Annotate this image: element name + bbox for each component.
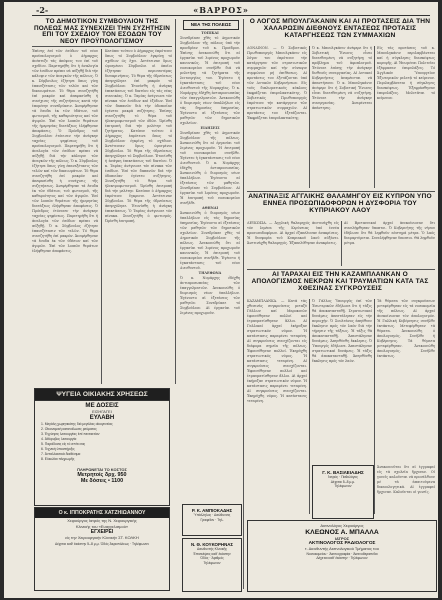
- small-ad-title: Ρ. Κ. ΑΜΠΙΟΚΑΔΗΣ: [191, 508, 233, 513]
- text-column: Κατόπιν τούτου ὁ Δήμαρχος ἐπρότεινε ὅπως τό Συμβούλιον ἐγκρίνῃ τό σχέδιον ὡς ἔχει. Ἀντέτειναν ὅμως ὡρισμένοι Σύμβουλοι οἱ ὁποῖοι ἐζήτησαν περισσοτέρας διευκρινήσεις. Τό θέμα τῆς ὑδρεύσεως ἀπησχόλησε ἐπί μακρόν τό Συμβούλιον. Ἐτονίσθη ἡ ἀνάγκη ἐπεκτάσεως τοῦ δικτύου εἰς τάς νέας συνοικίας. Ὁ κ. Ταμίας ἀνέγνωσε τόν πίνακα τῶν ἐσόδων καί ἐξόδων. Ἐπί τῶν δαπανῶν διά τήν ὁδοποιΐαν ἐγένετο μακρά συζήτησις. Ἐπίσης συνεζητήθη τό θέμα τοῦ ἠλεκτροφωτισμοῦ τῶν ὁδῶν. Ὡρίσθη ἐπιτροπή διά τήν μελέτην τοῦ ζητήματος. Κατόπιν τούτου ὁ Δήμαρχος ἐπρότεινε ὅπως τό Συμβούλιον ἐγκρίνῃ τό σχέδιον. Ἀντέτειναν ὅμως ὡρισμένοι Σύμβουλοι. Τό θέμα τῆς ὑδρεύσεως ἀπησχόλησε τό Συμβούλιον. Ἐτονίσθη ἡ ἀνάγκη ἐπεκτάσεως τοῦ δικτύου. Ὁ κ. Ταμίας ἀνέγνωσε τόν πίνακα τῶν ἐσόδων. Ἐπί τῶν δαπανῶν διά τήν ὁδοποιΐαν ἐγένετο συζήτησις. Συνεζητήθη τό θέμα τοῦ ἠλεκτροφωτισμοῦ. Ὡρίσθη ἐπιτροπή διά τήν μελέτην. Κατόπιν ὁ Δήμαρχος ἐπρότεινε ἔγκρισιν. Ἀντέτειναν Σύμβουλοι. Τό θέμα τῆς ὑδρεύσεως ἀπησχόλησε. Ἐτονίσθη ἡ ἀνάγκη ἐπεκτάσεως. Ὁ Ταμίας ἀνέγνωσε τόν πίνακα. Συνεζητήθη ὁ φωτισμός. Ὡρίσθη ἐπιτροπή.: [105, 49, 172, 223]
- left-headline: ΤΟ ΔΗΜΟΤΙΚΟΝ ΣΥΜΒΟΥΛΙΟΝ ΤΗΣ ΠΟΛΕΩΣ ΜΑΣ ΣΥΝΕΧΙΖΕΙ ΤΗΝ ΣΥΖΗΤΗΣΙΝ ΕΠΙ ΤΟΥ ΣΧΕΔΙΟΥ ΤΟΝ ΕΣΟΔΩΝ ΤΟΥ ΝΕΟΥ ΠΡΟΫΠΟΛΟΓΙΣΜΟΥ: [33, 18, 171, 46]
- text-column: Ἀνακοινοῦται ὅτι αἱ ἐγγραφαί εἰς τά σχολεῖα ἤρχισαν. Οἱ γονεῖς καλοῦνται νά προσέλθουν μέ τά ἀπαιτούμενα δικαιολογητικά. Αἱ ἐγγραφαί ἤρχισαν. Καλοῦνται οἱ γονεῖς.: [377, 465, 435, 494]
- column-rule: [374, 299, 375, 514]
- radiologist-ad-line: τ. Διευθυντής Ακτινολογικού Τμήματος του: [305, 546, 379, 551]
- small-ad: [182, 538, 242, 592]
- divider: [32, 46, 172, 47]
- text-column: ΤΟΠΙΚΑΙ Συνεδρίασε χθές τό Δημοτικόν Συμβούλιον τῆς πόλεως ὑπό τήν προεδρίαν τοῦ κ. Προέδρου. Ἐπίσης ἀνεκοινώθη ὅτι αἱ ἐργασίαι τοῦ λιμένος προχωροῦν κανονικῶς. Ἡ ἐπιτροπή τοῦ νοσοκομείου συνῆλθε διά νά μελετήσῃ τά ζητήματα τῆς λειτουργίας του. Ἐγένετο ἡ ἐγκατάστασις τοῦ νέου Διευθυντοῦ τῆς Νομαρχίας. Ὁ κ. Νομάρχης ἐδέχθη ἀντιπροσωπείας τῶν ἐπαγγελματιῶν. Ἀνεκοινώθη ὁ διορισμός νέων ὑπαλλήλων εἰς τάς δημοσίας ὑπηρεσίας. Ἐγένοντο αἱ ἐξετάσεις τῶν μαθητῶν τῶν δημοτικῶν σχολείων. ΕΙΔΗΣΕΙΣ Συνεδρίασε χθές τό Δημοτικόν Συμβούλιον τῆς πόλεως. Ἀνεκοινώθη ὅτι αἱ ἐργασίαι τοῦ λιμένος προχωροῦν. Ἡ ἐπιτροπή τοῦ νοσοκομείου συνῆλθε. Ἐγένετο ἡ ἐγκατάστασις τοῦ νέου Διευθυντοῦ. Ὁ κ. Νομάρχης ἐδέχθη ἀντιπροσωπείας. Ἀνεκοινώθη ὁ διορισμός νέων ὑπαλλήλων. Ἐγένοντο αἱ ἐξετάσεις τῶν μαθητῶν. Συνεδρίασε τό Συμβούλιον. Αἱ ἐργασίαι τοῦ λιμένος προχωροῦν. Ἡ ἐπιτροπή τοῦ νοσοκομείου συνῆλθε. ΑΘΗΝΑΙ Ἀνεκοινώθη ὁ διορισμός νέων ὑπαλλήλων εἰς τάς δημοσίας ὑπηρεσίας. Ἐγένοντο αἱ ἐξετάσεις τῶν μαθητῶν τῶν δημοτικῶν σχολείων. Συνεδρίασε χθές τό Δημοτικόν Συμβούλιον τῆς πόλεως. Ἀνεκοινώθη ὅτι αἱ ἐργασίαι τοῦ λιμένος προχωροῦν κανονικῶς. Ἡ ἐπιτροπή τοῦ νοσοκομείου συνῆλθε. Ἐγένετο ἡ ἐγκατάστασις τοῦ νέου Διευθυντοῦ. ΤΗΛΕΦΩΝΑ Ὁ κ. Νομάρχης ἐδέχθη ἀντιπροσωπείας τῶν ἐπαγγελματιῶν. Ἀνεκοινώθη ὁ διορισμός νέων ὑπαλλήλων. Ἐγένοντο αἱ ἐξετάσεις τῶν μαθητῶν. Συνεδρίασε τό Συμβούλιον. Αἱ ἐργασίαι τοῦ λιμένος προχωροῦν.: [180, 31, 240, 315]
- masthead: «ΒΑΡΡΟΣ»: [193, 5, 249, 15]
- radiologist-ad-title: ΚΛΕΩΝΟΣ Α. ΜΠΑΛΛΑ: [305, 528, 379, 536]
- radiologist-ad-sub: ΙΑΤΡΟΣ: [334, 535, 350, 541]
- right-mid-headline: ΑΝΑΤΙΝΑΞΙΣ ΑΓΓΛΙΚΗΣ ΘΑΛΑΜΗΓΟΥ ΕΙΣ ΚΥΠΡΟΝ ΥΠΟ ΕΝΝΕΑ ΠΡΟΣΩΠΙΔΟΦΟΡΩΝ Η ΔΥΣΦΟΡΙΑ ΤΟΥ ΚΥΠΡΙΑΚΟΥ ΛΑΟΥ: [248, 193, 432, 214]
- fridge-ad-line: ΕΙΣΗΓΑΓΕΙ: [92, 409, 112, 414]
- column-rule: [175, 19, 176, 384]
- section-label: ΑΘΗΝΑΙ: [201, 206, 219, 210]
- right-low-headline: ΑΙ ΤΑΡΑΧΑΙ ΕΙΣ ΤΗΝ ΚΑΖΑΜΠΛΑΝΚΑΝ Ο ΑΠΟΛΟΓΙΣΜΟΣ ΝΕΚΡΩΝ ΚΑΙ ΤΡΑΥΜΑΤΙΩΝ ΚΑΤΑ ΤΑΣ ΧΘΕΣΙΝΑΣ ΣΥΓΚΡΟΥΣΕΙΣ: [251, 271, 429, 292]
- doctor-ad-line: Χειρούργος Ιατρός της Ν. Χειρουργικής: [67, 518, 137, 523]
- header-rule: [32, 15, 430, 16]
- radiologist-ad-line: ΑΚΤΙΝΟΛΟΓΟΣ ΡΑΔΙΟΛΟΓΟΣ: [308, 541, 376, 546]
- divider: [247, 269, 435, 270]
- text-column: Ὁ κ. Μπουλγκάνιν ἀνέφερε ὅτι ἡ Σοβιετική Ἕνωσις εἶναι διατεθειμένη νά συζητήσῃ τό πρόβλημα τοῦ ἀφοπλισμοῦ. Ἐτόνισε ἐπίσης τήν ἀνάγκην διεθνοῦς συνεργασίας. Αἱ Δυτικαί Κυβερνήσεις ἀναμένεται νά ἀπαντήσουν. Ὁ κ. Μπουλγκάνιν ἀνέφερε ὅτι ἡ Σοβιετική Ἕνωσις εἶναι διατεθειμένη νά συζητήσῃ. Ἐτόνισε τήν ἀνάγκην συνεργασίας. Ἀναμένεται ἀπάντησις.: [312, 46, 372, 110]
- vasileiadis-ad-title: Γ. Κ. ΒΑΣΙΛΕΙΑΔΗΣ: [322, 470, 364, 475]
- text-column: ΚΑΖΑΜΠΛΑΝΚΑ. — Κατά τάς χθεσινάς συγκρούσεις μεταξύ Γάλλων καί Μαροκινῶν ἐφονεύθησαν πολλοί καί ἐτραυματίσθησαν ἄλλοι. Αἱ Γαλλικαί ἀρχαί ἐκήρυξαν στρατιωτικόν νόμον. Ἡ κατάστασις παραμένει τεταμένη. Αἱ συγκρούσεις συνεχίζονται εἰς διάφορα σημεῖα τῆς πόλεως. Ἐφονεύθησαν πολλοί. Ἐκηρύχθη στρατιωτικός νόμος. Ἡ κατάστασις τεταμένη. Αἱ συγκρούσεις συνεχίζονται. Ἐφονεύθησαν πολλοί καί ἐτραυματίσθησαν ἄλλοι. Αἱ ἀρχαί ἐκήρυξαν στρατιωτικόν νόμον. Ἡ κατάστασις παραμένει τεταμένη. Αἱ συγκρούσεις συνεχίζονται. Ἐκηρύχθη νόμος. Ἡ κατάστασις τεταμένη.: [247, 299, 307, 403]
- vasileiadis-ad: [312, 465, 374, 519]
- fridge-ad-brand: ΕΥΛΑΒΗ: [89, 414, 115, 421]
- doctor-ad-title: Ο κ. ΙΠΠΟΚΡΑΤΗΣ ΧΑΤΖΗΙΩΑΝΝΟΥ: [35, 508, 169, 518]
- fridge-price-cash: Μετρητοίς δρχ. 950: [77, 472, 127, 478]
- right-top-headline: Ο ΛΟΓΟΣ ΜΠΟΥΛΓΑΚΑΝΙΝ ΚΑΙ ΑΙ ΠΡΟΤΑΣΕΙΣ ΔΙΑ ΤΗΝ ΧΑΛΑΡΩΣΙΝ ΔΙΕΘΝΟΥΣ ΕΝΤΑΣΕΩΣ ΠΡΟΤΑΣΙΣ ΚΑΤΑΡΓΗΣΕΩΣ ΤΩΝ ΣΥΜΜΑΧΙΩΝ: [249, 18, 431, 39]
- small-ad-text: Ὑπάλληλος · Διεύθυνσις Γραφεῖον · Τηλ.: [193, 513, 231, 522]
- newspaper-page: [4, 2, 438, 598]
- small-ad-text: Διευθυντής Κλινικῆς Ἐπισκέψεις καθ' ἑκάστην Ὁδός · Ἀριθμός Τηλέφωνον: [193, 547, 231, 565]
- column-rule: [341, 221, 342, 266]
- fridge-ad-subtitle: ΜΕ ΔΟΣΕΙΣ: [85, 402, 119, 409]
- fridge-ad-list: 1. Μεγάλη χωρητικότης διά μεγάλας οἰκογενείας 2. Οἰκονομική κατανάλωσις ρεύματος 3. Ἐγγύησις λειτουργίας ἐπί πενταετίαν 4. Ἀθόρυβος λειτουργία 5. Παράδοσις εἰς τό σπίτι σας 6. Τεχνική ὑποστήριξις 7. Ἀνταλλακτικά διαθέσιμα 8. Εὐκολίαι πληρωμῆς: [41, 421, 113, 461]
- text-column: Ὁ Γάλλος Ὑπουργός ἐπί τῶν Ἐσωτερικῶν ἐδήλωσε ὅτι ἡ τάξις θά ἀποκατασταθῇ. Στρατιωτικαί δυνάμεις ἀπεστάλησαν εἰς τήν περιοχήν. Ὁ Σουλτάνος ἀπηύθυνε ἔκκλησιν πρός τόν λαόν διά τήν τήρησιν τῆς τάξεως. Ἡ τάξις θά ἀποκατασταθῇ. Ἀπεστάλησαν δυνάμεις. Ἀπηυθύνθη ἔκκλησις. Ὁ Ὑπουργός ἐδήλωσε. Ἀπεστάλησαν στρατιωτικαί δυνάμεις. Ἡ τάξις θά ἀποκατασταθῇ. Ἀπηυθύνθη ἔκκλησις πρός τόν λαόν.: [312, 299, 372, 363]
- doctor-ad-line: Κλινικής του «Ευαγγελισμού»: [75, 523, 129, 529]
- column-rule: [309, 299, 310, 514]
- column-rule: [243, 19, 244, 589]
- doctor-ad-line: είς την Χειρουργικήν Κλινικήν ΣΤ. ΚΟΛΚΗ: [65, 535, 139, 540]
- fridge-ad-footer: ΠΛΗΡΩΝΕΤΑΙ ΤΟ ΚΟΣΤΟΣ: [77, 466, 127, 472]
- fridge-ad: [34, 388, 170, 506]
- fridge-price-installments: Με δόσεις • 1100: [80, 478, 124, 484]
- text-column: Εἰς τάς προτάσεις τοῦ κ. Μπουλγκάνιν περιλαμβάνεται καί ἡ σύγκλησις διασκέψεως κορυφῆς. Αἱ Ἡνωμέναι Πολιτεῖαι ἐξέφρασαν ἐπιφυλάξεις. Τό Ἀγγλικόν Ὑπουργεῖον Ἐξωτερικῶν μελετᾷ τό κείμενον. Περιλαμβάνεται ἡ σύγκλησις διασκέψεως. Ἐξεφράσθησαν ἐπιφυλάξεις. Μελετᾶται τό κείμενον.: [377, 46, 435, 100]
- column-rule: [374, 46, 375, 188]
- text-column: ΛΕΥΚΩΣΙΑ. — Ἀγγλική θαλαμηγός ἀνετινάχθη εἰς τόν λιμένα τῆς Κερύνειας ὑπό ἐννέα προσωπιδοφόρων. Αἱ ἀρχαί ἐξαπέλυσαν ἀνακρίσεις. Ἡ δυσφορία τοῦ Κυπριακοῦ λαοῦ αὐξάνει. Ἀνετινάχθη θαλαμηγός. Ἐξαπελύθησαν ἀνακρίσεις.: [247, 221, 339, 245]
- small-ad: [182, 504, 242, 536]
- vasileiadis-ad-text: Ἰατρός · Παθολόγος Δέχεται 5–8 μ.μ. Τηλέφωνον: [328, 475, 358, 489]
- column-rule: [309, 46, 310, 188]
- column-rule: [101, 49, 102, 384]
- radiologist-ad-pre: Ακτινολόγος Χειρούργος: [320, 523, 364, 528]
- text-column: ΛΟΝΔΙΝΟΝ. — Ὁ Σοβιετικός Πρωθυπουργός Μπουλγκάνιν εἰς λόγον του ἐπρότεινε τήν κατάργησιν τῶν στρατιωτικῶν συμμαχιῶν καί τήν σύναψιν συμφώνου μή ἐπιθέσεως. Αἱ προτάσεις του ἐξετάζονται ὑπό τῶν Δυτικῶν Κυβερνήσεων. Εἰς τούς διπλωματικούς κύκλους ἐκφράζεται ἐπιφυλακτικότης. Ὁ Σοβιετικός Πρωθυπουργός ἐπρότεινε τήν κατάργησιν τῶν στρατιωτικῶν συμμαχιῶν. Αἱ προτάσεις του ἐξετάζονται. Ἐκφράζεται ἐπιφυλακτικότης.: [247, 46, 307, 120]
- section-label: ΕΙΔΗΣΕΙΣ: [200, 126, 220, 130]
- page-number: -2-: [36, 5, 49, 15]
- small-ad-title: Ν. Θ. ΚΟΥΚΟΡΗΝΑΣ: [190, 542, 234, 547]
- page-header: [4, 2, 438, 16]
- doctor-ad: [34, 507, 170, 591]
- city-news-box-title: ΝΕΑ ΤΗΣ ΠΟΛΕΩΣ: [183, 20, 239, 30]
- text-column: Τά θύματα τῶν συγκρούσεων μετεφέρθησαν εἰς τά νοσοκομεῖα τῆς πόλεως. Αἱ ἀρχαί ἀνεκοίνωσαν τόν ἀπολογισμόν. Ἡ Γαλλική Κυβέρνησις συνῆλθε ἐκτάκτως. Μετεφέρθησαν τά θύματα. Ἀνεκοινώθη ὁ ἀπολογισμός. Συνῆλθε ἡ Κυβέρνησις. Τά θύματα μετεφέρθησαν. Ἀνεκοινώθη ἀπολογισμός. Συνῆλθε ἐκτάκτως.: [377, 299, 435, 358]
- doctor-ad-line: ΕΓΧΕΙΡΕΙ: [90, 529, 114, 535]
- section-label: ΤΗΛΕΦΩΝΑ: [198, 271, 222, 275]
- text-column: Αἱ Βρεταννικαί ἀρχαί ἀνεκοίνωσαν ὅτι συνελήφθησαν ὕποπτοι. Ὁ Κυβερνήτης τῆς νήσου ἐδήλωσε ὅτι θά ληφθοῦν αὐστηρά μέτρα. Ὁ λαός διαμαρτύρεται. Συνελήφθησαν ὕποπτοι. Θά ληφθοῦν μέτρα.: [344, 221, 435, 245]
- divider: [247, 191, 435, 192]
- radiologist-ad: [247, 520, 437, 592]
- section-label: ΤΟΠΙΚΑΙ: [201, 31, 219, 35]
- fridge-ad-title: ΨΥΓΕΙΑ ΟΙΚΙΑΚΗΣ ΧΡΗΣΕΩΣ: [35, 389, 169, 401]
- radiologist-ad-text: Νοσοκομείου · Ἀκτινογραφίαι · Ἀκτινοθεραπεῖαι Δέχεται καθ' ἑκάστην · Τηλέφωνον: [306, 551, 378, 561]
- text-column: Ἐπίσης ἐπί τῶν ἐσόδων τοῦ νέου προϋπολογισμοῦ ὁ Δήμαρχος ἀνέπτυξε τάς ἀπόψεις του ἐπί τοῦ σχεδίου. Παρετηρήθη ὅτι ἡ ἀναλογία τῶν ἐσόδων πρέπει νά αὐξηθῇ διά τήν κάλυψιν τῶν ἀναγκῶν τῆς πόλεως. Ὁ κ. Σύμβουλος ἐζήτησε ὅπως γίνῃ ἐπανεξέτασις τῶν τελῶν καί τῶν δικαιωμάτων. Τό θέμα συνεζητήθη ἐπί μακρόν καί ἀπεφασίσθη ἡ συνέχισις τῆς συζητήσεως κατά τήν ἑπομένην συνεδρίασιν. Ἀνεφέρθησαν τά ἔσοδα ἐκ τῶν ὑδάτων, τοῦ φωτισμοῦ, τῆς καθαριότητος καί τῶν ἀγορῶν. Ἐπί τῶν λοιπῶν θεμάτων τῆς ἡμερησίας διατάξεως ἐλήφθησαν ἀποφάσεις. Ὁ Πρόεδρος τοῦ Συμβουλίου ἐτόνισεν τήν ἀνάγκην ταχείας ψηφίσεως τοῦ προϋπολογισμοῦ. Παρετηρήθη ὅτι ἡ ἀναλογία τῶν ἐσόδων πρέπει νά αὐξηθῇ διά τήν κάλυψιν τῶν ἀναγκῶν τῆς πόλεως. Ὁ κ. Σύμβουλος ἐζήτησε ὅπως γίνῃ ἐπανεξέτασις τῶν τελῶν καί τῶν δικαιωμάτων. Τό θέμα συνεζητήθη ἐπί μακρόν καί ἀπεφασίσθη ἡ συνέχισις τῆς συζητήσεως. Ἀνεφέρθησαν τά ἔσοδα ἐκ τῶν ὑδάτων, τοῦ φωτισμοῦ, τῆς καθαριότητος καί τῶν ἀγορῶν. Ἐπί τῶν λοιπῶν θεμάτων τῆς ἡμερησίας διατάξεως ἐλήφθησαν ἀποφάσεις. Ὁ Πρόεδρος ἐτόνισεν τήν ἀνάγκην ταχείας ψηφίσεως. Παρετηρήθη ὅτι ἡ ἀναλογία τῶν ἐσόδων πρέπει νά αὐξηθῇ. Ὁ κ. Σύμβουλος ἐζήτησε ἐπανεξέτασιν τῶν τελῶν. Τό θέμα συνεζητήθη ἐπί μακρόν. Ἀνεφέρθησαν τά ἔσοδα ἐκ τῶν ὑδάτων καί τῶν ἀγορῶν. Ἐπί τῶν λοιπῶν θεμάτων ἐλήφθησαν ἀποφάσεις.: [32, 49, 98, 253]
- doctor-ad-text: Δέχεται καθ' ἑκάστην 5–8 μ.μ. Ὁδός Ἀκροπόλεως · Τηλέφωνον: [54, 541, 150, 546]
